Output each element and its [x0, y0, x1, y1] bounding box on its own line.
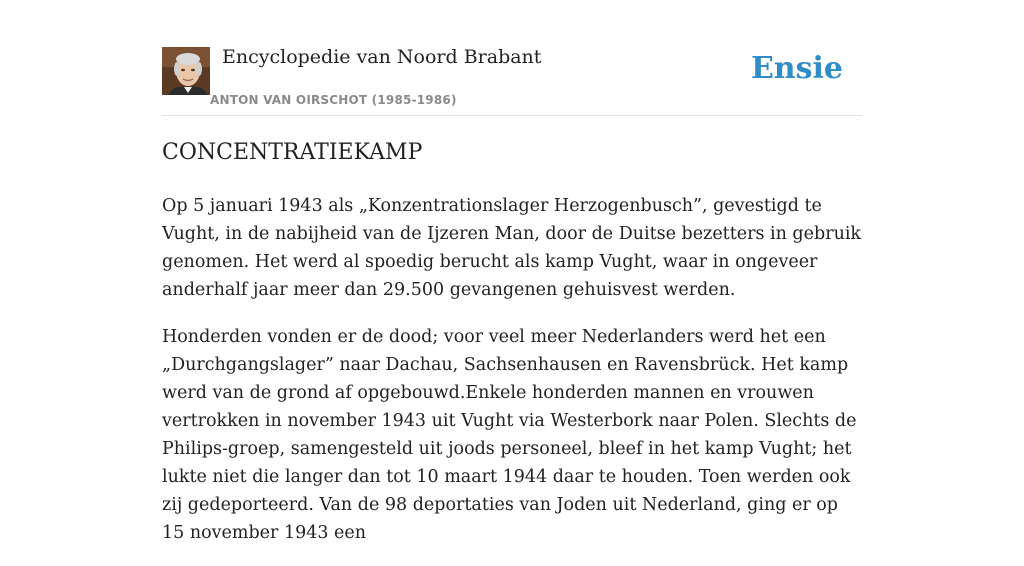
author-avatar[interactable] [162, 47, 210, 95]
article-paragraph: Op 5 januari 1943 als „Konzentrationslager Herzogenbusch”, gevestigd te Vught, in de nabijheid van de Ijzeren Man, door de Duitse bezetters in gebruik genomen. Het werd al spoedig berucht als kamp Vught, waar in ongeveer anderhalf jaar meer dan 29.500 gevangenen gehuisvest werden. [162, 196, 862, 300]
article-paragraph: Honderden vonden er de dood; voor veel meer Nederlanders werd het een „Durchgangslager” naar Dachau, Sachsenhausen en Ravensbrück. Het kamp werd van de grond af opgebouwd.Enkele honderden mannen en vrouwen vertrokken in november 1943 uit Vught via Westerbork naar Polen. Slechts de Philips-groep, samengesteld uit joods personeel, bleef in het kamp Vught; het lukte niet die langer dan tot 10 maart 1944 daar te houden. Toen werden ook zij gedeporteerd. Van de 98 deportaties van Joden uit Nederland, ging er op 15 november 1943 een [162, 327, 857, 543]
article-headword: CONCENTRATIEKAMP [162, 140, 423, 165]
source-title[interactable]: Encyclopedie van Noord Brabant [222, 46, 542, 68]
author-portrait-icon [162, 47, 210, 95]
article-body [162, 192, 862, 566]
brand-logo[interactable]: Ensie [750, 51, 843, 86]
article-header [162, 0, 862, 116]
author-name[interactable]: ANTON VAN OIRSCHOT (1985-1986) [210, 93, 457, 107]
